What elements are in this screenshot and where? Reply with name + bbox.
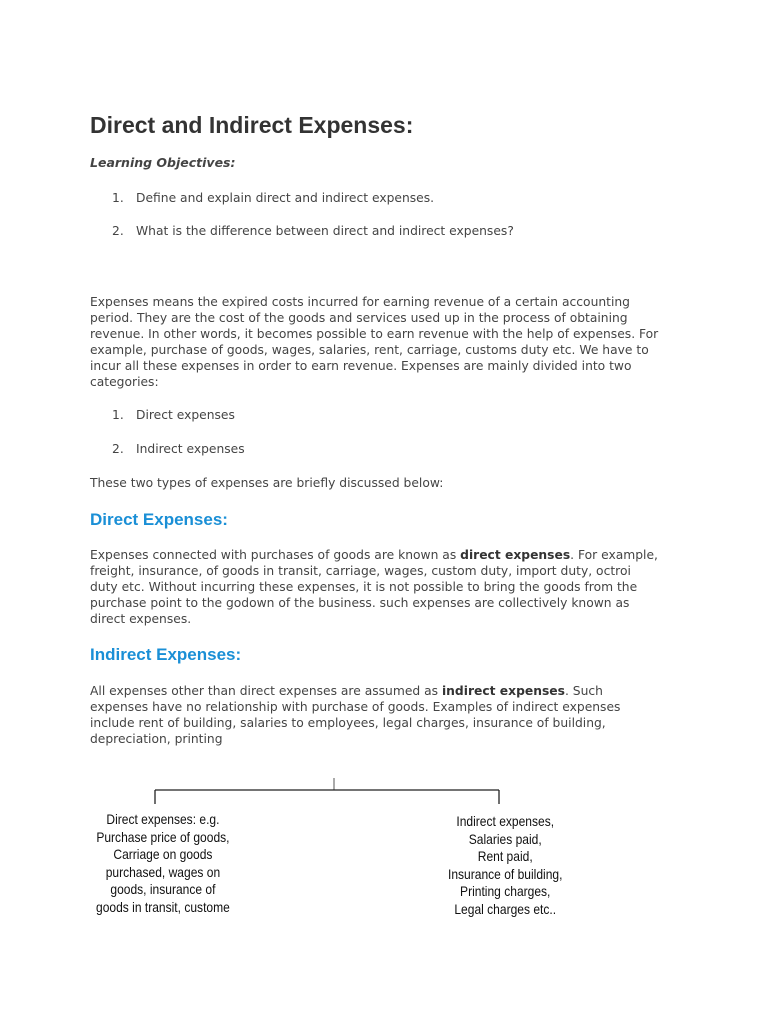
list-item-text: Define and explain direct and indirect expenses. xyxy=(136,191,435,205)
page-title: Direct and Indirect Expenses: xyxy=(90,112,414,138)
diagram-line: Purchase price of goods, xyxy=(96,828,230,845)
text-line: example, purchase of goods, wages, salaries, rent, carriage, customs duty etc. We have to xyxy=(90,343,649,357)
text-line: depreciation, printing xyxy=(90,732,223,746)
text-line: categories: xyxy=(90,375,159,389)
diagram-line: Direct expenses: e.g. xyxy=(106,811,220,827)
text-run: Expenses connected with purchases of goods are known as xyxy=(90,548,461,562)
text-line: period. They are the cost of the goods and services used up in the process of obtaining xyxy=(90,311,628,325)
text-line: Expenses means the expired costs incurred for earning revenue of a certain accounting xyxy=(90,295,630,309)
text-run: All expenses other than direct expenses are assumed as xyxy=(90,684,442,698)
diagram-line: Printing charges, xyxy=(460,883,551,899)
list-item-text: Indirect expenses xyxy=(136,442,245,456)
expenses-classification-diagram xyxy=(0,770,768,920)
text-line: purchase point to the godown of the business. such expenses are collectively known as xyxy=(90,596,630,610)
category-item-1 xyxy=(112,408,235,422)
text-line xyxy=(90,547,686,563)
diagram-line: goods, insurance of xyxy=(110,881,216,897)
list-number: 1. xyxy=(112,408,124,422)
intro-paragraph xyxy=(90,294,686,390)
list-number: 1. xyxy=(112,191,124,205)
list-item-text: Direct expenses xyxy=(136,408,235,422)
category-item-2 xyxy=(112,442,245,456)
indirect-expenses-heading: Indirect Expenses: xyxy=(90,645,242,664)
direct-expenses-box xyxy=(96,811,230,916)
objective-item-2 xyxy=(112,224,514,238)
text-line: direct expenses. xyxy=(90,612,192,626)
bold-term: indirect expenses xyxy=(441,684,565,698)
list-number: 2. xyxy=(112,224,124,238)
text-line: freight, insurance, of goods in transit, carriage, wages, custom duty, import duty, octroi xyxy=(90,564,631,578)
diagram-line: Rent paid, xyxy=(477,848,533,864)
indirect-expenses-box xyxy=(448,813,562,918)
list-item-text: What is the difference between direct and indirect expenses? xyxy=(136,224,514,238)
text-line: include rent of building, salaries to employees, legal charges, insurance of building, xyxy=(90,716,606,730)
diagram-line: Legal charges etc.. xyxy=(454,900,557,917)
diagram-line: Insurance of building, xyxy=(448,865,563,882)
text-line xyxy=(90,683,686,699)
learning-objectives-heading: Learning Objectives: xyxy=(90,155,236,170)
direct-expenses-heading: Direct Expenses: xyxy=(90,510,228,529)
objective-item-1 xyxy=(112,191,434,205)
diagram-line: purchased, wages on xyxy=(105,863,221,880)
text-line: revenue. In other words, it becomes possible to earn revenue with the help of expenses. For xyxy=(90,327,659,341)
bold-term: direct expenses xyxy=(460,548,571,562)
text-run: . For example, xyxy=(570,548,658,562)
diagram-line: goods in transit, custome xyxy=(96,898,230,915)
summary-text: These two types of expenses are briefly discussed below: xyxy=(90,476,444,490)
text-line: incur all these expenses in order to earn revenue. Expenses are mainly divided into two xyxy=(90,359,632,373)
text-line: expenses have no relationship with purchase of goods. Examples of indirect expenses xyxy=(90,700,621,714)
text-line: duty etc. Without incurring these expenses, it is not possible to bring the goods from the xyxy=(90,580,638,594)
diagram-line: Indirect expenses, xyxy=(456,813,555,829)
diagram-line: Carriage on goods xyxy=(113,846,213,862)
text-run: . Such xyxy=(564,684,603,698)
indirect-expenses-paragraph xyxy=(90,683,686,747)
list-number: 2. xyxy=(112,442,124,456)
direct-expenses-paragraph xyxy=(90,547,686,627)
diagram-line: Salaries paid, xyxy=(468,830,542,847)
